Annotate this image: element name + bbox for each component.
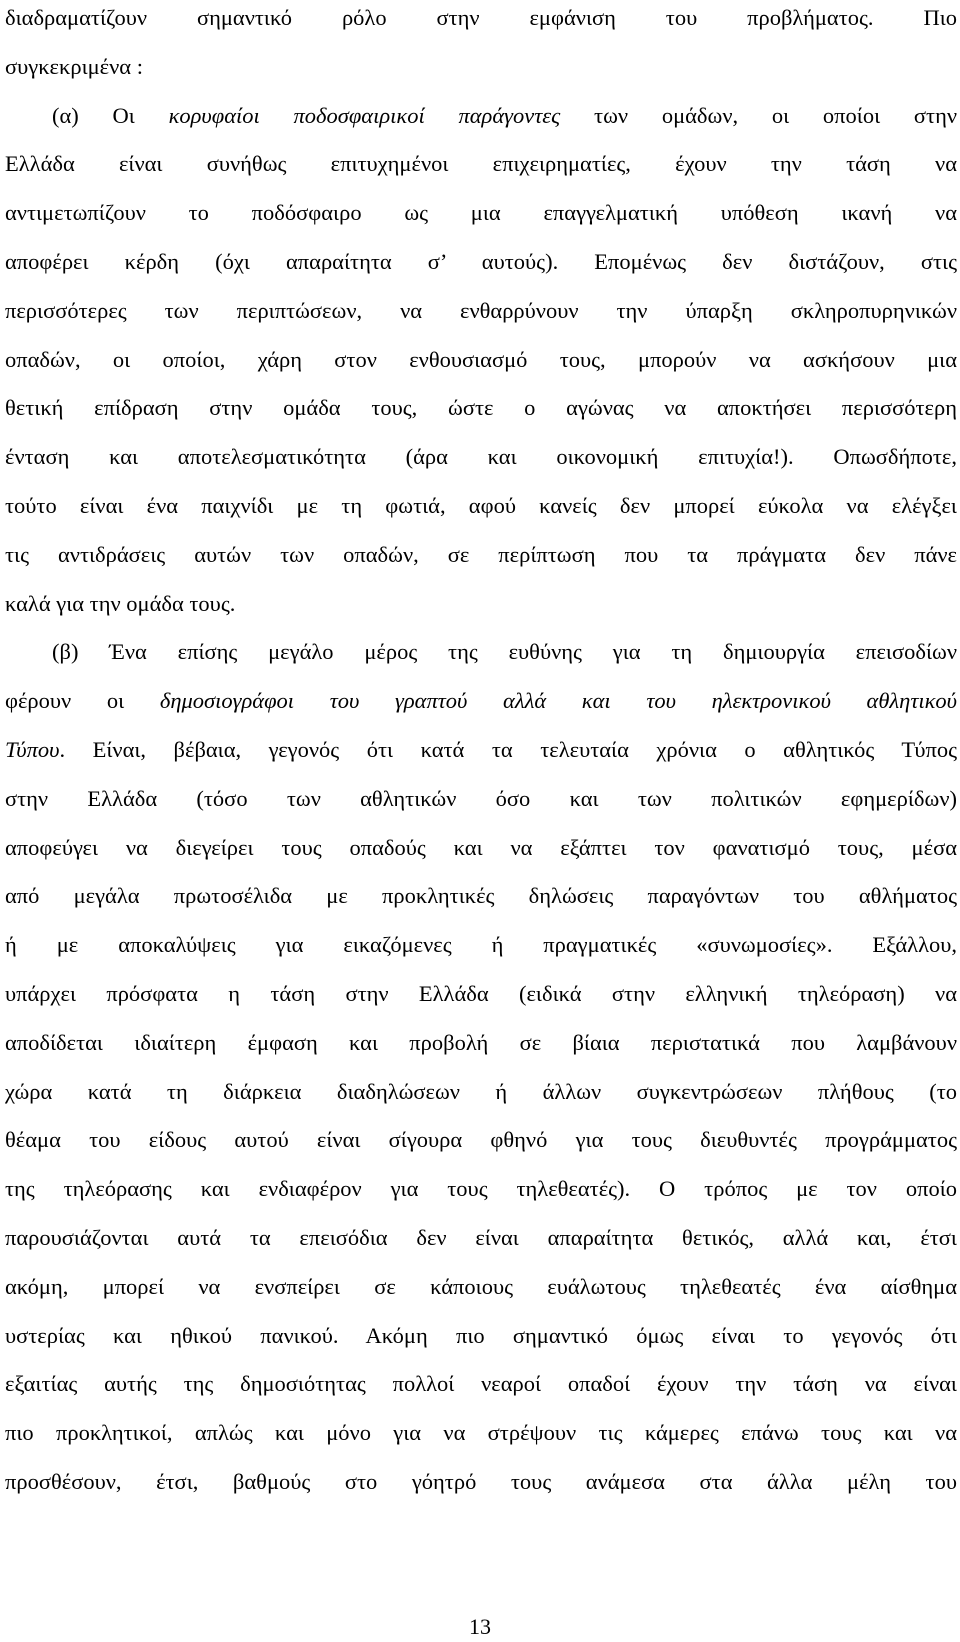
- text-segment: προσθέσουν, έτσι, βαθμούς στο γόητρό τους ανάμεσα στα άλλα μέλη του: [5, 1469, 957, 1494]
- text-line: [5, 149, 957, 179]
- text-line: [5, 1174, 957, 1204]
- text-line: [5, 393, 957, 423]
- text-line: [5, 784, 957, 814]
- text-segment: θέαμα του είδους αυτού είναι σίγουρα φθηνό για τους διευθυντές προγράμματος: [5, 1127, 957, 1153]
- text-segment: Ελλάδα είναι συνήθως επιτυχημένοι επιχειρηματίες, έχουν την τάση να: [5, 151, 957, 177]
- text-segment: εξαιτίας αυτής της δημοσιότητας πολλοί νεαροί οπαδοί έχουν την τάση να είναι: [5, 1371, 957, 1397]
- text-line: [5, 1125, 957, 1155]
- text-segment: ένταση και αποτελεσματικότητα (άρα και οικονομική επιτυχία!). Οπωσδήποτε,: [5, 444, 957, 470]
- text-segment: της τηλεόρασης και ενδιαφέρον για τους τηλεθεατές). Ο τρόπος με τον οποίο: [5, 1176, 957, 1202]
- text-segment: ακόμη, μπορεί να ενσπείρει σε κάποιους ευάλωτους τηλεθεατές ένα αίσθημα: [5, 1273, 957, 1299]
- text-line: [5, 1223, 957, 1253]
- italic-text: δημοσιογράφοι του γραπτού αλλά και του ηλεκτρονικού αθλητικού: [159, 688, 958, 714]
- text-line: [5, 345, 957, 375]
- text-line: [5, 52, 957, 82]
- text-line: [5, 3, 957, 33]
- text-line: [5, 930, 957, 960]
- text-line: [5, 491, 957, 521]
- text-segment: . Είναι, βέβαια, γεγονός ότι κατά τα τελευταία χρόνια ο αθλητικός Τύπος: [59, 737, 957, 762]
- text-segment: συγκεκριμένα :: [5, 53, 143, 79]
- text-segment: αποφεύγει να διεγείρει τους οπαδούς και να εξάπτει τον φανατισμό τους, μέσα: [5, 834, 957, 860]
- text-line: [5, 1272, 957, 1302]
- text-line: [5, 540, 957, 570]
- text-segment: πιο προκλητικοί, απλώς και μόνο για να στρέψουν τις κάμερες επάνω τους και να: [5, 1420, 957, 1446]
- text-line: [5, 979, 957, 1009]
- text-segment: αποδίδεται ιδιαίτερη έμφαση και προβολή σε βίαια περιστατικά που λαμβάνουν: [5, 1029, 957, 1055]
- text-line: [5, 1418, 957, 1448]
- italic-text: κορυφαίοι ποδοσφαιρικοί παράγοντες: [168, 102, 561, 128]
- text-line: [5, 1369, 957, 1399]
- text-segment: αντιμετωπίζουν το ποδόσφαιρο ως μια επαγγελματική υπόθεση ικανή να: [5, 200, 957, 226]
- text-segment: παρουσιάζονται αυτά τα επεισόδια δεν είναι απαραίτητα θετικός, αλλά και, έτσι: [5, 1225, 957, 1250]
- text-segment: των ομάδων, οι οποίοι στην: [560, 102, 958, 128]
- text-segment: φέρουν οι: [5, 688, 160, 714]
- text-line: [52, 637, 957, 667]
- text-line: [5, 833, 957, 863]
- text-segment: διαδραματίζουν σημαντικό ρόλο στην εμφάνιση του προβλήματος. Πιο: [5, 5, 957, 30]
- text-line: [5, 589, 957, 619]
- text-segment: περισσότερες των περιπτώσεων, να ενθαρρύνουν την ύπαρξη σκληροπυρηνικών: [5, 297, 957, 323]
- text-segment: υστερίας και ηθικού πανικού. Ακόμη πιο σημαντικό όμως είναι το γεγονός ότι: [5, 1322, 957, 1348]
- text-line: [5, 686, 957, 716]
- text-line: [5, 735, 957, 765]
- page-number: 13: [469, 1614, 491, 1639]
- text-segment: τούτο είναι ένα παιχνίδι με τη φωτιά, αφού κανείς δεν μπορεί εύκολα να ελέγξει: [5, 493, 957, 518]
- text-line: [5, 442, 957, 472]
- text-segment: (β) Ένα επίσης μεγάλο μέρος της ευθύνης για τη δημιουργία επεισοδίων: [52, 639, 957, 665]
- text-line: [5, 1028, 957, 1058]
- text-line: [52, 101, 957, 131]
- text-line: [5, 296, 957, 326]
- text-line: [5, 1077, 957, 1107]
- text-line: [5, 247, 957, 277]
- text-segment: ή με αποκαλύψεις για εικαζόμενες ή πραγματικές «συνωμοσίες». Εξάλλου,: [5, 932, 957, 958]
- text-line: [5, 1467, 957, 1497]
- text-segment: οπαδών, οι οποίοι, χάρη στον ενθουσιασμό τους, μπορούν να ασκήσουν μια: [5, 346, 957, 372]
- text-line: [5, 1321, 957, 1351]
- text-segment: θετική επίδραση στην ομάδα τους, ώστε ο αγώνας να αποκτήσει περισσότερη: [5, 395, 957, 421]
- text-segment: από μεγάλα πρωτοσέλιδα με προκλητικές δηλώσεις παραγόντων του αθλήματος: [5, 883, 957, 909]
- text-segment: υπάρχει πρόσφατα η τάση στην Ελλάδα (ειδικά στην ελληνική τηλεόραση) να: [5, 981, 957, 1006]
- text-segment: τις αντιδράσεις αυτών των οπαδών, σε περίπτωση που τα πράγματα δεν πάνε: [5, 541, 957, 567]
- text-segment: αποφέρει κέρδη (όχι απαραίτητα σ’ αυτούς). Επομένως δεν διστάζουν, στις: [5, 249, 957, 274]
- text-segment: στην Ελλάδα (τόσο των αθλητικών όσο και των πολιτικών εφημερίδων): [5, 785, 957, 811]
- italic-text: Τύπου: [5, 737, 60, 762]
- text-segment: χώρα κατά τη διάρκεια διαδηλώσεων ή άλλων συγκεντρώσεων πλήθους (το: [5, 1078, 957, 1104]
- text-segment: καλά για την ομάδα τους.: [5, 590, 236, 616]
- text-line: [5, 881, 957, 911]
- text-line: [5, 198, 957, 228]
- text-segment: (α) Οι: [52, 102, 169, 128]
